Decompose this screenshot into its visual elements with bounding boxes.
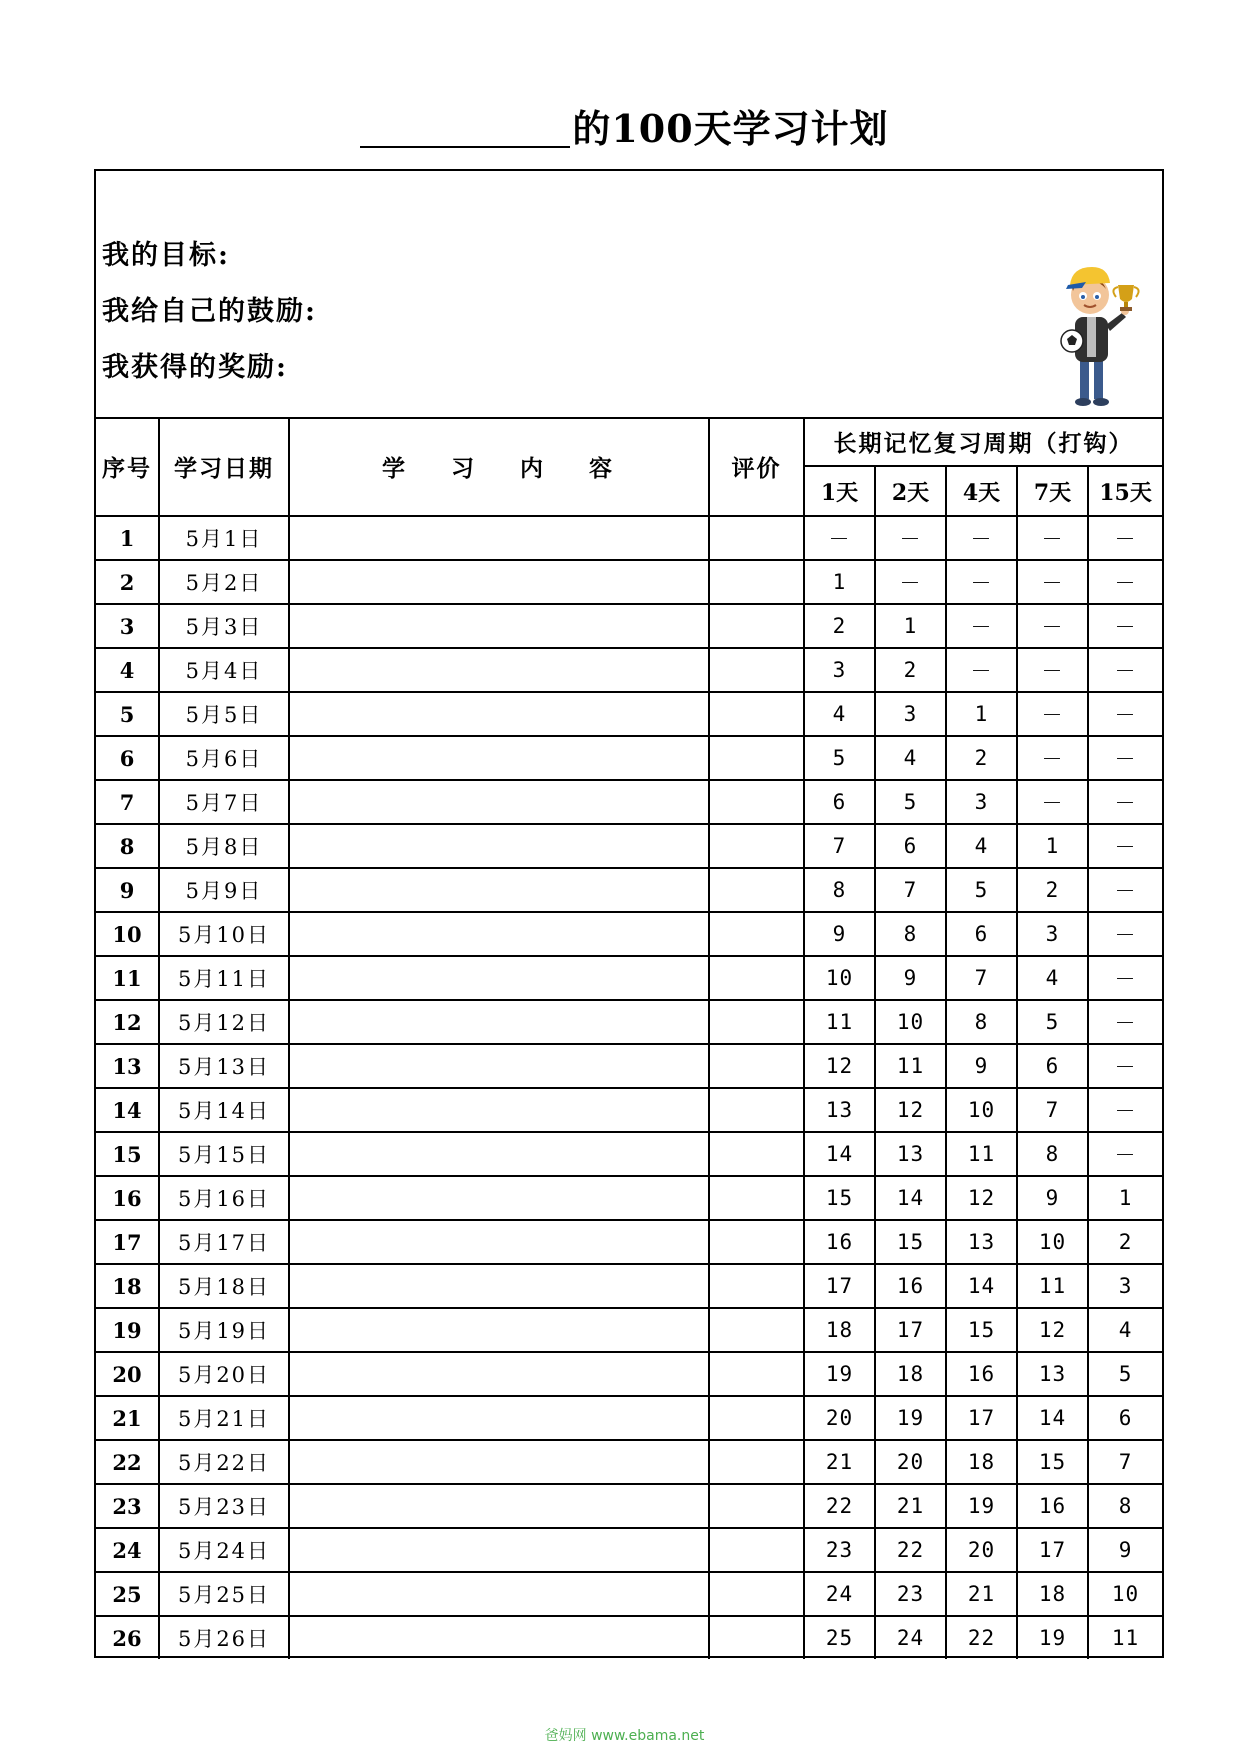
row-index-cell: 19 — [96, 1308, 159, 1352]
study-content-cell[interactable] — [289, 648, 709, 692]
row-index-cell: 17 — [96, 1220, 159, 1264]
review-check-cell[interactable]: 15 — [804, 1176, 875, 1220]
study-content-cell[interactable] — [289, 604, 709, 648]
study-content-cell[interactable] — [289, 1044, 709, 1088]
review-check-cell[interactable]: 13 — [804, 1088, 875, 1132]
study-content-cell[interactable] — [289, 1572, 709, 1616]
name-blank-line[interactable] — [360, 110, 570, 148]
table-row — [96, 560, 1162, 604]
review-check-cell[interactable]: 9 — [946, 1044, 1017, 1088]
row-index-cell: 5 — [96, 692, 159, 736]
row-index-cell: 24 — [96, 1528, 159, 1572]
review-day-2-header: 2天 — [875, 466, 946, 516]
table-row — [96, 1220, 1162, 1264]
review-check-cell[interactable]: 19 — [946, 1484, 1017, 1528]
review-check-cell[interactable]: 12 — [804, 1044, 875, 1088]
review-check-cell[interactable]: 16 — [875, 1264, 946, 1308]
table-row — [96, 824, 1162, 868]
review-check-cell[interactable]: 18 — [1017, 1572, 1088, 1616]
table-row — [96, 1044, 1162, 1088]
review-check-cell[interactable]: 7 — [875, 868, 946, 912]
review-check-cell[interactable]: － — [1088, 868, 1162, 912]
review-check-cell[interactable]: 13 — [946, 1220, 1017, 1264]
review-check-cell[interactable]: 22 — [875, 1528, 946, 1572]
row-index-cell: 14 — [96, 1088, 159, 1132]
table-row — [96, 1000, 1162, 1044]
row-date-cell: 5月26日 — [159, 1616, 289, 1659]
review-check-cell[interactable]: － — [1088, 824, 1162, 868]
row-date-cell: 5月17日 — [159, 1220, 289, 1264]
review-check-cell[interactable]: － — [1017, 736, 1088, 780]
rating-cell[interactable] — [709, 516, 804, 560]
row-date-cell: 5月9日 — [159, 868, 289, 912]
review-check-cell[interactable]: 16 — [1017, 1484, 1088, 1528]
review-check-cell[interactable]: － — [1088, 516, 1162, 560]
content-header: 学 习 内 容 — [289, 417, 709, 516]
review-check-cell[interactable]: 1 — [946, 692, 1017, 736]
review-check-cell[interactable]: 23 — [875, 1572, 946, 1616]
review-check-cell[interactable]: － — [1088, 1088, 1162, 1132]
review-check-cell[interactable]: 6 — [804, 780, 875, 824]
review-check-cell[interactable]: 14 — [1017, 1396, 1088, 1440]
review-check-cell[interactable]: 10 — [1017, 1220, 1088, 1264]
review-day-7-header: 7天 — [1017, 466, 1088, 516]
row-index-cell: 4 — [96, 648, 159, 692]
review-check-cell[interactable]: 12 — [875, 1088, 946, 1132]
review-check-cell[interactable]: 5 — [875, 780, 946, 824]
table-row — [96, 868, 1162, 912]
review-check-cell[interactable]: 7 — [1017, 1088, 1088, 1132]
row-index-cell: 6 — [96, 736, 159, 780]
review-check-cell[interactable]: 7 — [946, 956, 1017, 1000]
row-date-cell: 5月19日 — [159, 1308, 289, 1352]
rating-cell[interactable] — [709, 956, 804, 1000]
row-date-cell: 5月12日 — [159, 1000, 289, 1044]
study-content-cell[interactable] — [289, 1132, 709, 1176]
row-date-cell: 5月10日 — [159, 912, 289, 956]
table-row — [96, 1484, 1162, 1528]
review-check-cell[interactable]: 2 — [946, 736, 1017, 780]
review-check-cell[interactable]: 19 — [1017, 1616, 1088, 1659]
row-date-cell: 5月22日 — [159, 1440, 289, 1484]
review-check-cell[interactable]: 10 — [1088, 1572, 1162, 1616]
plan-rows — [96, 516, 1162, 1659]
row-date-cell: 5月21日 — [159, 1396, 289, 1440]
review-day-4-header: 4天 — [946, 466, 1017, 516]
review-check-cell[interactable]: 21 — [804, 1440, 875, 1484]
review-check-cell[interactable]: － — [1017, 692, 1088, 736]
study-content-cell[interactable] — [289, 868, 709, 912]
rating-cell[interactable] — [709, 736, 804, 780]
review-check-cell[interactable]: － — [1017, 780, 1088, 824]
review-check-cell[interactable]: － — [1088, 736, 1162, 780]
rating-cell[interactable] — [709, 692, 804, 736]
review-check-cell[interactable]: 2 — [1017, 868, 1088, 912]
review-check-cell[interactable]: － — [946, 560, 1017, 604]
review-check-cell[interactable]: － — [1017, 516, 1088, 560]
row-index-cell: 20 — [96, 1352, 159, 1396]
rating-cell[interactable] — [709, 1000, 804, 1044]
review-check-cell[interactable]: － — [1088, 1000, 1162, 1044]
review-check-cell[interactable]: 18 — [875, 1352, 946, 1396]
table-row — [96, 912, 1162, 956]
review-check-cell[interactable]: 3 — [946, 780, 1017, 824]
review-check-cell[interactable]: － — [1088, 692, 1162, 736]
row-date-cell: 5月7日 — [159, 780, 289, 824]
row-index-cell: 10 — [96, 912, 159, 956]
review-check-cell[interactable]: 23 — [804, 1528, 875, 1572]
table-row — [96, 780, 1162, 824]
review-check-cell[interactable]: － — [1088, 912, 1162, 956]
row-date-cell: 5月14日 — [159, 1088, 289, 1132]
row-index-cell: 1 — [96, 516, 159, 560]
table-row — [96, 1088, 1162, 1132]
review-check-cell[interactable]: 17 — [1017, 1528, 1088, 1572]
rating-cell[interactable] — [709, 604, 804, 648]
row-date-cell: 5月18日 — [159, 1264, 289, 1308]
row-index-cell: 11 — [96, 956, 159, 1000]
row-index-cell: 9 — [96, 868, 159, 912]
review-check-cell[interactable]: 2 — [804, 604, 875, 648]
review-check-cell[interactable]: 14 — [875, 1176, 946, 1220]
study-content-cell[interactable] — [289, 1396, 709, 1440]
table-row — [96, 516, 1162, 560]
review-check-cell[interactable]: － — [1088, 560, 1162, 604]
table-row — [96, 736, 1162, 780]
row-index-cell: 22 — [96, 1440, 159, 1484]
row-date-cell: 5月16日 — [159, 1176, 289, 1220]
my-goal-label: 我的目标: — [102, 240, 230, 271]
review-check-cell[interactable]: 10 — [804, 956, 875, 1000]
review-check-cell[interactable]: 24 — [875, 1616, 946, 1659]
rating-cell[interactable] — [709, 1352, 804, 1396]
my-encouragement-label: 我给自己的鼓励: — [102, 296, 317, 327]
rating-cell[interactable] — [709, 780, 804, 824]
study-content-cell[interactable] — [289, 516, 709, 560]
study-content-cell[interactable] — [289, 1264, 709, 1308]
review-check-cell[interactable]: 19 — [804, 1352, 875, 1396]
table-row — [96, 1132, 1162, 1176]
review-check-cell[interactable]: 13 — [1017, 1352, 1088, 1396]
rating-cell[interactable] — [709, 1440, 804, 1484]
review-check-cell[interactable]: 9 — [804, 912, 875, 956]
study-content-cell[interactable] — [289, 692, 709, 736]
table-row — [96, 1264, 1162, 1308]
rating-cell[interactable] — [709, 1484, 804, 1528]
rating-cell[interactable] — [709, 912, 804, 956]
study-content-cell[interactable] — [289, 1352, 709, 1396]
review-check-cell[interactable]: 21 — [946, 1572, 1017, 1616]
goals-section — [96, 171, 1162, 419]
review-check-cell[interactable]: 9 — [875, 956, 946, 1000]
row-date-cell: 5月13日 — [159, 1044, 289, 1088]
row-index-cell: 3 — [96, 604, 159, 648]
study-content-cell[interactable] — [289, 824, 709, 868]
study-content-cell[interactable] — [289, 1528, 709, 1572]
rating-cell[interactable] — [709, 1308, 804, 1352]
review-check-cell[interactable]: － — [1088, 956, 1162, 1000]
row-date-cell: 5月15日 — [159, 1132, 289, 1176]
row-index-cell: 16 — [96, 1176, 159, 1220]
review-check-cell[interactable]: 24 — [804, 1572, 875, 1616]
review-check-cell[interactable]: 3 — [1088, 1264, 1162, 1308]
review-check-cell[interactable]: － — [946, 516, 1017, 560]
rating-cell[interactable] — [709, 1528, 804, 1572]
review-check-cell[interactable]: － — [1017, 604, 1088, 648]
rating-cell[interactable] — [709, 1132, 804, 1176]
row-index-cell: 2 — [96, 560, 159, 604]
review-check-cell[interactable]: 15 — [946, 1308, 1017, 1352]
review-check-cell[interactable]: 11 — [1017, 1264, 1088, 1308]
review-check-cell[interactable]: 21 — [875, 1484, 946, 1528]
review-check-cell[interactable]: 8 — [1088, 1484, 1162, 1528]
review-check-cell[interactable]: － — [1017, 648, 1088, 692]
review-check-cell[interactable]: － — [875, 560, 946, 604]
review-check-cell[interactable]: 15 — [1017, 1440, 1088, 1484]
row-date-cell: 5月1日 — [159, 516, 289, 560]
study-content-cell[interactable] — [289, 736, 709, 780]
review-check-cell[interactable]: 4 — [875, 736, 946, 780]
review-check-cell[interactable]: 16 — [946, 1352, 1017, 1396]
study-content-cell[interactable] — [289, 912, 709, 956]
review-day-1-header: 1天 — [804, 466, 875, 516]
row-index-cell: 21 — [96, 1396, 159, 1440]
review-check-cell[interactable]: 8 — [804, 868, 875, 912]
review-check-cell[interactable]: 17 — [946, 1396, 1017, 1440]
study-content-cell[interactable] — [289, 1088, 709, 1132]
review-check-cell[interactable]: 4 — [1017, 956, 1088, 1000]
review-check-cell[interactable]: 7 — [804, 824, 875, 868]
study-content-cell[interactable] — [289, 1176, 709, 1220]
review-check-cell[interactable]: 14 — [946, 1264, 1017, 1308]
table-row — [96, 956, 1162, 1000]
study-content-cell[interactable] — [289, 1440, 709, 1484]
row-date-cell: 5月23日 — [159, 1484, 289, 1528]
review-check-cell[interactable]: 18 — [804, 1308, 875, 1352]
rating-cell[interactable] — [709, 1088, 804, 1132]
rating-cell[interactable] — [709, 1044, 804, 1088]
study-content-cell[interactable] — [289, 780, 709, 824]
row-date-cell: 5月25日 — [159, 1572, 289, 1616]
review-check-cell[interactable]: － — [804, 516, 875, 560]
review-check-cell[interactable]: － — [1088, 1044, 1162, 1088]
table-row — [96, 1528, 1162, 1572]
review-check-cell[interactable]: 3 — [1017, 912, 1088, 956]
review-check-cell[interactable]: 1 — [1017, 824, 1088, 868]
review-check-cell[interactable]: 16 — [804, 1220, 875, 1264]
page-title — [0, 98, 1249, 153]
review-check-cell[interactable]: 6 — [1017, 1044, 1088, 1088]
review-check-cell[interactable]: 6 — [1088, 1396, 1162, 1440]
study-content-cell[interactable] — [289, 1220, 709, 1264]
plan-sheet — [94, 169, 1164, 1658]
review-check-cell[interactable]: 8 — [946, 1000, 1017, 1044]
rating-cell[interactable] — [709, 560, 804, 604]
review-check-cell[interactable]: 8 — [1017, 1132, 1088, 1176]
review-check-cell[interactable]: 12 — [1017, 1308, 1088, 1352]
review-check-cell[interactable]: 6 — [875, 824, 946, 868]
review-check-cell[interactable]: 20 — [875, 1440, 946, 1484]
boy-with-trophy-and-soccer-ball-icon — [1042, 255, 1152, 410]
row-index-cell: 15 — [96, 1132, 159, 1176]
review-check-cell[interactable]: 1 — [1088, 1176, 1162, 1220]
review-check-cell[interactable]: 7 — [1088, 1440, 1162, 1484]
review-check-cell[interactable]: 5 — [1017, 1000, 1088, 1044]
review-check-cell[interactable]: 11 — [1088, 1616, 1162, 1659]
rating-cell[interactable] — [709, 824, 804, 868]
review-check-cell[interactable]: 20 — [804, 1396, 875, 1440]
review-check-cell[interactable]: － — [1017, 560, 1088, 604]
study-plan-table — [96, 417, 1162, 1659]
row-date-cell: 5月20日 — [159, 1352, 289, 1396]
site-footer: 爸妈网 www.ebama.net — [544, 1728, 705, 1744]
review-check-cell[interactable]: 9 — [1017, 1176, 1088, 1220]
review-check-cell[interactable]: 5 — [946, 868, 1017, 912]
index-header: 序号 — [96, 417, 159, 516]
page-title-text: 的100天学习计划 — [572, 106, 889, 151]
review-check-cell[interactable]: 4 — [946, 824, 1017, 868]
review-check-cell[interactable]: 17 — [875, 1308, 946, 1352]
review-check-cell[interactable]: 17 — [804, 1264, 875, 1308]
table-row — [96, 648, 1162, 692]
review-check-cell[interactable]: 2 — [1088, 1220, 1162, 1264]
review-check-cell[interactable]: 5 — [804, 736, 875, 780]
rating-cell[interactable] — [709, 648, 804, 692]
review-check-cell[interactable]: － — [946, 604, 1017, 648]
table-row — [96, 1176, 1162, 1220]
row-date-cell: 5月5日 — [159, 692, 289, 736]
rating-cell[interactable] — [709, 1176, 804, 1220]
table-row — [96, 604, 1162, 648]
my-reward-label: 我获得的奖励: — [102, 352, 288, 383]
row-date-cell: 5月6日 — [159, 736, 289, 780]
table-row — [96, 1396, 1162, 1440]
review-cycle-header: 长期记忆复习周期（打钩） — [804, 417, 1162, 466]
row-date-cell: 5月11日 — [159, 956, 289, 1000]
rating-cell[interactable] — [709, 1220, 804, 1264]
review-check-cell[interactable]: － — [946, 648, 1017, 692]
review-check-cell[interactable]: 1 — [875, 604, 946, 648]
table-row — [96, 1308, 1162, 1352]
row-index-cell: 25 — [96, 1572, 159, 1616]
rating-header: 评价 — [709, 417, 804, 516]
review-check-cell[interactable]: 10 — [875, 1000, 946, 1044]
review-check-cell[interactable]: － — [1088, 1132, 1162, 1176]
review-check-cell[interactable]: － — [1088, 780, 1162, 824]
study-content-cell[interactable] — [289, 1308, 709, 1352]
study-content-cell[interactable] — [289, 560, 709, 604]
review-check-cell[interactable]: 11 — [875, 1044, 946, 1088]
review-check-cell[interactable]: 9 — [1088, 1528, 1162, 1572]
row-date-cell: 5月4日 — [159, 648, 289, 692]
review-check-cell[interactable]: 3 — [804, 648, 875, 692]
row-date-cell: 5月2日 — [159, 560, 289, 604]
review-check-cell[interactable]: 10 — [946, 1088, 1017, 1132]
row-index-cell: 23 — [96, 1484, 159, 1528]
row-date-cell: 5月8日 — [159, 824, 289, 868]
review-check-cell[interactable]: 11 — [804, 1000, 875, 1044]
study-content-cell[interactable] — [289, 1616, 709, 1659]
review-check-cell[interactable]: 3 — [875, 692, 946, 736]
row-date-cell: 5月24日 — [159, 1528, 289, 1572]
row-index-cell: 7 — [96, 780, 159, 824]
row-index-cell: 13 — [96, 1044, 159, 1088]
review-check-cell[interactable]: 11 — [946, 1132, 1017, 1176]
study-content-cell[interactable] — [289, 956, 709, 1000]
review-check-cell[interactable]: 6 — [946, 912, 1017, 956]
review-day-15-header: 15天 — [1088, 466, 1162, 516]
review-check-cell[interactable]: 19 — [875, 1396, 946, 1440]
review-check-cell[interactable]: 12 — [946, 1176, 1017, 1220]
row-index-cell: 8 — [96, 824, 159, 868]
review-check-cell[interactable]: 4 — [1088, 1308, 1162, 1352]
rating-cell[interactable] — [709, 868, 804, 912]
review-check-cell[interactable]: 18 — [946, 1440, 1017, 1484]
review-check-cell[interactable]: 14 — [804, 1132, 875, 1176]
review-check-cell[interactable]: 15 — [875, 1220, 946, 1264]
study-content-cell[interactable] — [289, 1484, 709, 1528]
row-index-cell: 18 — [96, 1264, 159, 1308]
row-index-cell: 26 — [96, 1616, 159, 1659]
review-check-cell[interactable]: 20 — [946, 1528, 1017, 1572]
table-row — [96, 1440, 1162, 1484]
review-check-cell[interactable]: － — [1088, 604, 1162, 648]
review-check-cell[interactable]: 22 — [946, 1616, 1017, 1659]
review-check-cell[interactable]: 1 — [804, 560, 875, 604]
row-date-cell: 5月3日 — [159, 604, 289, 648]
review-check-cell[interactable]: － — [875, 516, 946, 560]
study-content-cell[interactable] — [289, 1000, 709, 1044]
rating-cell[interactable] — [709, 1616, 804, 1659]
table-row — [96, 692, 1162, 736]
table-row — [96, 1572, 1162, 1616]
review-check-cell[interactable]: 22 — [804, 1484, 875, 1528]
review-check-cell[interactable]: 8 — [875, 912, 946, 956]
review-check-cell[interactable]: 13 — [875, 1132, 946, 1176]
review-check-cell[interactable]: 5 — [1088, 1352, 1162, 1396]
rating-cell[interactable] — [709, 1572, 804, 1616]
rating-cell[interactable] — [709, 1264, 804, 1308]
row-index-cell: 12 — [96, 1000, 159, 1044]
rating-cell[interactable] — [709, 1396, 804, 1440]
review-check-cell[interactable]: 4 — [804, 692, 875, 736]
table-row — [96, 1616, 1162, 1659]
review-check-cell[interactable]: 2 — [875, 648, 946, 692]
review-check-cell[interactable]: 25 — [804, 1616, 875, 1659]
review-check-cell[interactable]: － — [1088, 648, 1162, 692]
date-header: 学习日期 — [159, 417, 289, 516]
table-row — [96, 1352, 1162, 1396]
